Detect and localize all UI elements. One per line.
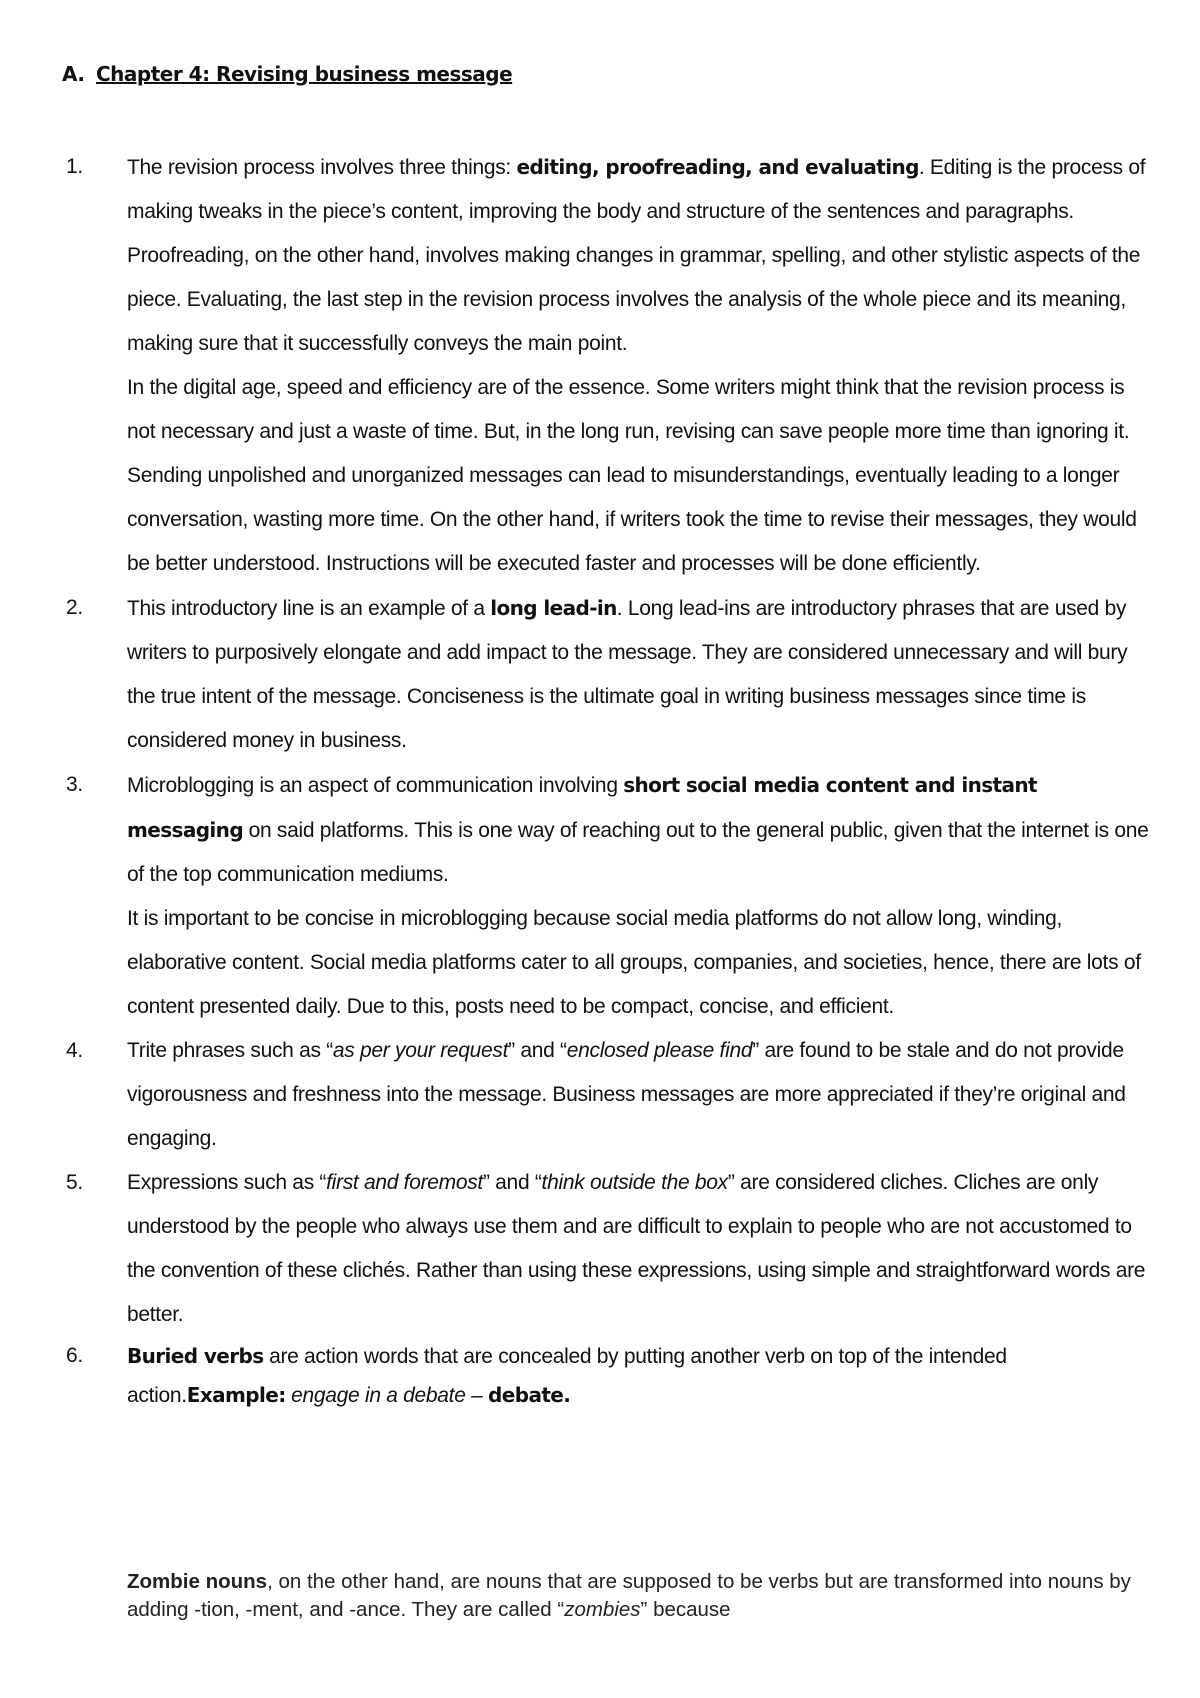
bold-term: debate. <box>488 1383 571 1407</box>
item-paragraph: Proofreading, on the other hand, involves making changes in grammar, spelling, and other stylistic aspects of the piece. Evaluating, the last step in the revision process involves the analysis of the whole piece and its meaning, making sure that it successfully conveys the main point. <box>127 244 1141 355</box>
item-number: 1. <box>66 155 83 178</box>
text-run: ” and “ <box>482 1171 542 1194</box>
item-paragraph <box>127 1029 1152 1161</box>
italic-phrase: as per your request <box>332 1039 509 1062</box>
italic-phrase: engage in a debate <box>285 1384 466 1407</box>
item-number: 4. <box>66 1039 83 1062</box>
answer-list <box>0 145 1200 1415</box>
list-item <box>0 1337 1200 1415</box>
bold-term: editing, proofreading, and evaluating <box>516 155 919 179</box>
text-run: , on the other hand, are nouns that are supposed to be verbs but are transformed into nouns by adding -tion, -ment, and -ance. They are called “ <box>127 1570 1131 1621</box>
text-run: ” and “ <box>508 1039 567 1062</box>
item-number: 5. <box>66 1171 83 1194</box>
text-run: – <box>465 1384 489 1407</box>
item-number: 2. <box>66 596 83 619</box>
section-letter: A. <box>62 62 85 86</box>
list-item <box>0 586 1200 763</box>
text-run: This introductory line is an example of a <box>127 597 491 620</box>
text-run: Trite phrases such as “ <box>127 1039 333 1062</box>
text-run: The revision process involves three things: <box>127 156 517 179</box>
item-paragraph <box>127 586 1152 763</box>
item-paragraph: It is important to be concise in microblogging because social media platforms do not allow long, winding, elaborative content. Social media platforms cater to all groups, companies, and societies, hence, there are lots of content presented daily. Due to this, posts need to be compact, concise, and efficient. <box>127 907 1141 1018</box>
bold-term: Zombie nouns <box>127 1570 268 1593</box>
text-run: on said platforms. This is one way of reaching out to the general public, given that the internet is one of the top communication mediums. <box>127 819 1149 886</box>
bold-term: long lead-in <box>490 596 617 620</box>
item-number: 3. <box>66 773 83 796</box>
italic-phrase: think outside the box <box>541 1171 728 1194</box>
list-item <box>0 145 1200 586</box>
list-item <box>0 763 1200 1029</box>
item-paragraph: In the digital age, speed and efficiency are of the essence. Some writers might think that the revision process is not necessary and just a waste of time. But, in the long run, revising can save people more time than ignoring it. Sending unpolished and unorganized messages can lead to misunderstandings, eventually leading to a longer conversation, wasting more time. On the other hand, if writers took the time to revise their messages, they would be better understood. Instructions will be executed faster and processes will be done efficiently. <box>127 376 1137 575</box>
section-heading <box>62 62 512 86</box>
text-run: ” are considered cliches. Cliches are only understood by the people who always use them and are difficult to explain to people who are not accustomed to the convention of these clichés. Rather than using these expressions, using simple and straightforward words are better. <box>127 1171 1146 1326</box>
text-run: are action words that are concealed by putting another verb on top of the intended action. <box>127 1345 1007 1407</box>
text-run: ” are found to be stale and do not provide vigorousness and freshness into the message. Business messages are more appreciated if they’re original and engaging. <box>127 1039 1126 1150</box>
item-number: 6. <box>66 1344 83 1367</box>
zombie-nouns-paragraph <box>127 1568 1152 1624</box>
item-paragraph <box>127 145 1152 234</box>
bold-term: Buried verbs <box>127 1344 264 1368</box>
text-run: . Editing is the process of making tweaks in the piece’s content, improving the body and structure of the sentences and paragraphs. <box>127 156 1146 223</box>
text-run: Expressions such as “ <box>127 1171 327 1194</box>
item-paragraph <box>127 1161 1152 1337</box>
bold-term: short social media content and instant messaging <box>127 773 1037 842</box>
section-title: Chapter 4: Revising business message <box>96 62 513 86</box>
italic-phrase: first and foremost <box>326 1171 483 1194</box>
italic-phrase: enclosed please find <box>566 1039 753 1062</box>
example-label: Example: <box>186 1383 286 1407</box>
text-run: . Long lead-ins are introductory phrases that are used by writers to purposively elongate and add impact to the message. They are considered unnecessary and will bury the true intent of the message. Conciseness is the ultimate goal in writing business messages since time is considered money in business. <box>127 597 1128 752</box>
item-paragraph <box>127 1337 1152 1415</box>
text-run: ” because <box>640 1598 731 1621</box>
italic-phrase: zombies <box>564 1598 641 1621</box>
list-item <box>0 1029 1200 1161</box>
item-paragraph <box>127 763 1152 897</box>
list-item <box>0 1161 1200 1337</box>
text-run: Microblogging is an aspect of communication involving <box>127 774 624 797</box>
